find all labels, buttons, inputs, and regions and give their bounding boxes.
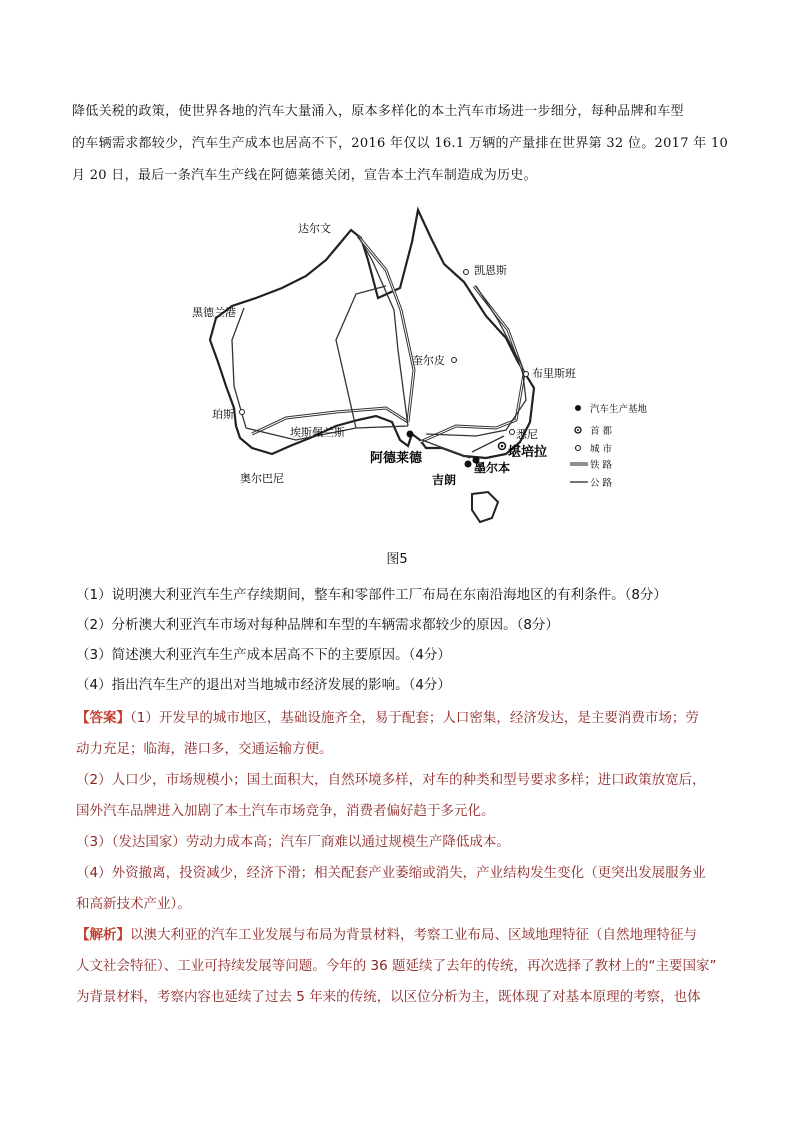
city-label-albany: 奥尔巴尼 <box>240 472 284 485</box>
map-legend <box>570 403 648 489</box>
legend-capital-label: 首 都 <box>590 426 613 437</box>
question-item: （4）指出汽车生产的退出对当地城市经济发展的影响。（4分） <box>76 677 451 693</box>
city-marker-sydney <box>510 430 515 435</box>
city-label-geelong: 吉朗 <box>432 473 457 487</box>
legend-production-label: 汽车生产基地 <box>590 404 648 415</box>
city-label-canberra: 堪培拉 <box>508 445 548 460</box>
question-item: （2）分析澳大利亚汽车市场对每种品牌和车型的车辆需求都较少的原因。（8分） <box>76 617 559 633</box>
production-marker-adelaide <box>407 431 414 438</box>
analysis-text: 以澳大利亚的汽车工业发展与布局为背景材料，考察工业布局、区域地理特征（自然地理特征与 <box>130 927 697 943</box>
intro-line: 的车辆需求都较少，汽车生产成本也居高不下，2016 年仅以 16.1 万辆的产量排在世界第 32 位。2017 年 10 <box>72 136 729 151</box>
answer-text: （1）开发早的城市地区，基础设施齐全，易于配套；人口密集，经济发达，是主要消费市场；劳 <box>130 710 699 726</box>
analysis-line: 人文社会特征）、工业可持续发展等问题。今年的 36 题延续了去年的传统，再次选择了教材上的“主要国家” <box>76 958 717 974</box>
mainland-outline <box>210 210 534 458</box>
australia-map <box>186 190 656 535</box>
answer-line: 动力充足；临海，港口多，交通运输方便。 <box>76 741 333 757</box>
question-item: （3）简述澳大利亚汽车生产成本居高不下的主要原因。（4分） <box>76 647 451 663</box>
city-marker-brisbane <box>524 372 529 377</box>
tasmania-outline <box>472 492 498 522</box>
answer-section <box>76 703 742 1013</box>
city-marker-perth <box>240 410 245 415</box>
legend-production-icon <box>575 405 581 411</box>
answer-line: （2）人口少，市场规模小；国土面积大，自然环境多样，对车的种类和型号要求多样；进口政策放宽后， <box>76 772 706 788</box>
city-label-port-hedland: 黑德兰港 <box>192 306 236 319</box>
figure-caption: 图5 <box>386 552 408 567</box>
legend-road-label: 公 路 <box>590 478 613 489</box>
answer-line: （3）（发达国家）劳动力成本高；汽车厂商难以通过规模生产降低成本。 <box>76 834 510 850</box>
city-label-sydney: 悉尼 <box>516 428 538 441</box>
answer-line: （4）外资撤离，投资减少，经济下滑；相关配套产业萎缩或消失，产业结构发生变化（更突出发展服务业 <box>76 865 706 881</box>
answer-tag: 【答案】 <box>76 710 130 726</box>
legend-railway-label: 铁 路 <box>590 460 613 471</box>
city-label-melbourne: 墨尔本 <box>474 461 511 475</box>
intro-line: 月 20 日，最后一条汽车生产线在阿德莱德关闭，宣告本土汽车制造成为历史。 <box>72 168 537 183</box>
question-item: （1）说明澳大利亚汽车生产存续期间，整车和零部件工厂布局在东南沿海地区的有利条件。（8分） <box>76 587 667 603</box>
city-label-esperance: 埃斯佩兰斯 <box>290 426 345 439</box>
city-label-brisbane: 布里斯班 <box>532 367 576 380</box>
legend-city-label: 城 市 <box>590 444 613 455</box>
intro-line: 降低关税的政策，使世界各地的汽车大量涌入，原本多样化的本土汽车市场进一步细分，每种品牌和车型 <box>72 104 684 119</box>
legend-city-icon <box>576 446 581 451</box>
capital-marker-canberra-dot <box>501 445 504 448</box>
analysis-line <box>76 920 742 951</box>
city-marker-cairns <box>464 270 469 275</box>
production-marker-geelong <box>465 461 472 468</box>
city-label-alice: 奎尔皮 <box>412 354 445 367</box>
intro-paragraph <box>72 96 732 192</box>
city-marker-alice <box>452 358 457 363</box>
answer-line: 国外汽车品牌进入加剧了本土汽车市场竞争，消费者偏好趋于多元化。 <box>76 803 495 819</box>
legend-capital-icon-dot <box>577 429 579 431</box>
answer-line: 和高新技术产业）。 <box>76 896 191 912</box>
analysis-tag: 【解析】 <box>76 927 130 943</box>
answer-line <box>76 703 742 734</box>
analysis-line: 为背景材料，考察内容也延续了过去 5 年来的传统，以区位分析为主，既体现了对基本原理的考察，也体 <box>76 989 701 1005</box>
question-list <box>76 580 736 700</box>
city-label-cairns: 凯恩斯 <box>474 264 507 277</box>
city-label-perth: 珀斯 <box>212 408 234 421</box>
city-label-adelaide: 阿德莱德 <box>370 451 423 466</box>
city-label-darwin: 达尔文 <box>298 222 331 235</box>
